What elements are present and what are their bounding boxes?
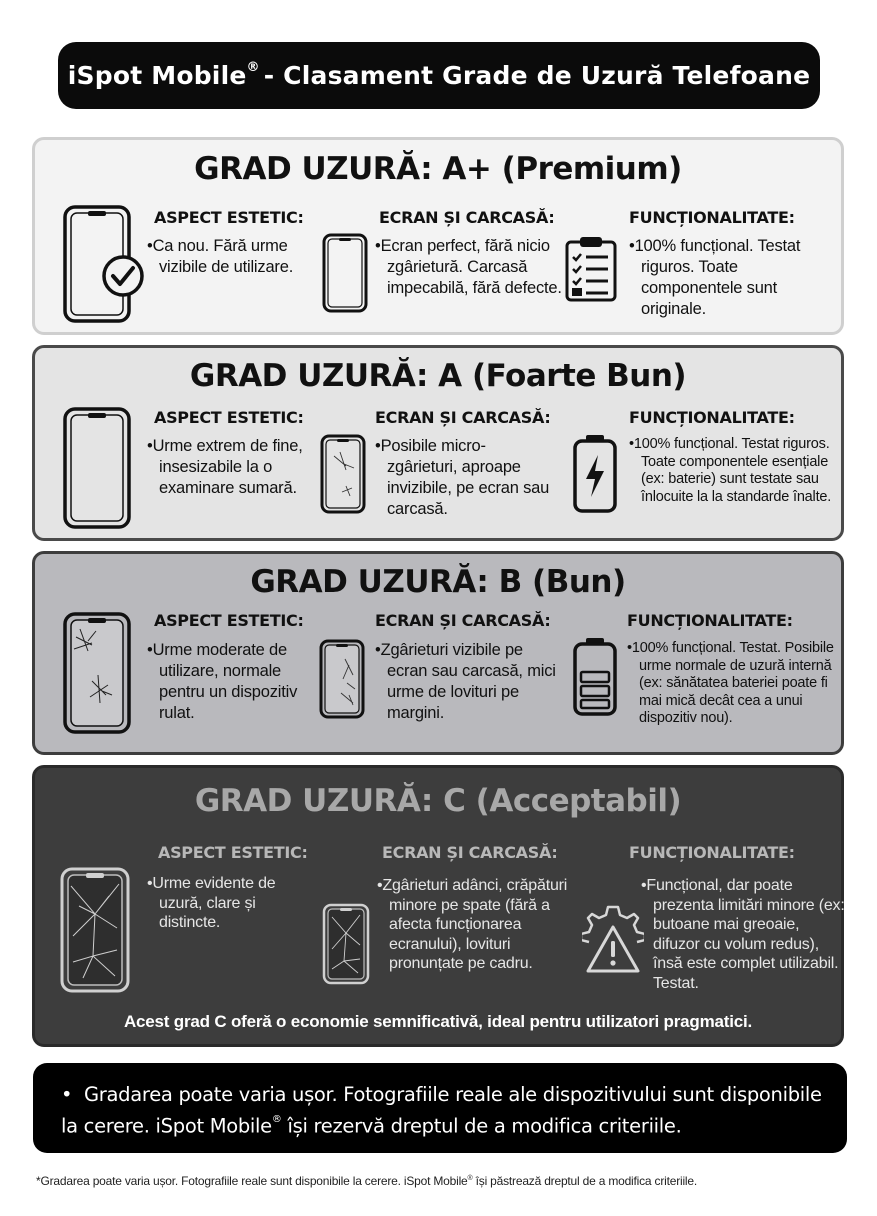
grade-title: GRAD UZURĂ: A+ (Premium) bbox=[194, 151, 682, 187]
note-text-end: își rezervă dreptul de a modifica criteriile. bbox=[281, 1114, 682, 1138]
function-text: • 100% funcțional. Testat riguros. Toate componentele esențiale (ex: baterie) sunt testate sau înlocuite la la standarde înalte. bbox=[629, 436, 839, 506]
disclaimer-note bbox=[33, 1063, 847, 1153]
page-title bbox=[58, 42, 820, 109]
battery-charging-icon bbox=[572, 433, 618, 513]
battery-partial-icon bbox=[572, 636, 618, 716]
function-text: • 100% funcțional. Testat. Posibile urme normale de uzură internă (ex: sănătatea bateriei poate fi mai mică decât cea a unui dispozitiv nou). bbox=[627, 640, 837, 728]
screen-text: • Zgârieturi vizibile pe ecran sau carcasă, mici urme de lovituri pe margini. bbox=[375, 640, 560, 724]
screen-text: • Zgârieturi adânci, crăpături minore pe spate (fără a afecta funcționarea ecranului), lovituri pronunțate pe cadru. bbox=[377, 876, 577, 974]
footnote-text-end: își păstrează dreptul de a modifica criteriile. bbox=[472, 1174, 698, 1188]
phone-cracked-icon bbox=[59, 866, 131, 994]
function-heading: FUNCȚIONALITATE: bbox=[629, 208, 795, 227]
function-heading: FUNCȚIONALITATE: bbox=[629, 408, 795, 427]
phone-icon bbox=[62, 406, 132, 530]
function-text: • 100% funcțional. Testat riguros. Toate componentele sunt originale. bbox=[629, 236, 834, 320]
grade-panel-a-plus bbox=[32, 137, 844, 335]
aspect-heading: ASPECT ESTETIC: bbox=[158, 843, 308, 862]
grade-c-summary: Acest grad C oferă o economie semnificativă, ideal pentru utilizatori pragmatici. bbox=[123, 1012, 753, 1031]
footnote-text: *Gradarea poate varia ușor. Fotografiile reale sunt disponibile la cerere. iSpot Mobile bbox=[36, 1174, 468, 1188]
phone-scratched-icon bbox=[320, 434, 366, 514]
phone-scratched-icon bbox=[62, 611, 132, 735]
grade-title: GRAD UZURĂ: B (Bun) bbox=[250, 564, 626, 600]
screen-text: • Ecran perfect, fără nicio zgârietură. Carcasă impecabilă, fără defecte. bbox=[375, 236, 565, 299]
aspect-heading: ASPECT ESTETIC: bbox=[154, 408, 304, 427]
screen-heading: ECRAN ȘI CARCASĂ: bbox=[379, 208, 555, 227]
screen-heading: ECRAN ȘI CARCASĂ: bbox=[375, 408, 551, 427]
phone-cracked-icon bbox=[322, 903, 370, 985]
grade-title: GRAD UZURĂ: C (Acceptabil) bbox=[194, 783, 682, 819]
gear-warning-icon bbox=[582, 903, 644, 981]
title-brand: iSpot Mobile bbox=[67, 61, 247, 90]
title-registered-mark: ® bbox=[246, 60, 260, 75]
grade-title: GRAD UZURĂ: A (Foarte Bun) bbox=[189, 358, 687, 394]
aspect-heading: ASPECT ESTETIC: bbox=[154, 611, 304, 630]
aspect-text: • Urme moderate de utilizare, normale pentru un dispozitiv rulat. bbox=[147, 640, 312, 724]
title-text: - Clasament Grade de Uzură Telefoane bbox=[263, 61, 811, 90]
note-registered-mark: ® bbox=[271, 1114, 282, 1125]
note-text: Gradarea poate varia ușor. Fotografiile reale ale dispozitivului sunt disponibile la cerere. iSpot Mobile bbox=[61, 1083, 822, 1138]
function-heading: FUNCȚIONALITATE: bbox=[627, 611, 793, 630]
aspect-heading: ASPECT ESTETIC: bbox=[154, 208, 304, 227]
grade-panel-a bbox=[32, 345, 844, 541]
clipboard-checklist-icon bbox=[564, 235, 618, 303]
footnote-registered-mark: ® bbox=[467, 1175, 473, 1182]
footnote bbox=[36, 1174, 856, 1188]
phone-scratched-icon bbox=[319, 639, 365, 719]
grade-panel-c bbox=[32, 765, 844, 1047]
function-text: • Funcțional, dar poate prezenta limitări minore (ex: butoane mai greoaie, difuzor cu volum redus), însă este complet utilizabil. Testat. bbox=[641, 876, 845, 993]
phone-icon bbox=[322, 233, 368, 313]
screen-heading: ECRAN ȘI CARCASĂ: bbox=[382, 843, 558, 862]
aspect-text: • Urme extrem de fine, insesizabile la o examinare sumară. bbox=[147, 436, 307, 499]
aspect-text: • Ca nou. Fără urme vizibile de utilizare. bbox=[147, 236, 317, 278]
screen-heading: ECRAN ȘI CARCASĂ: bbox=[375, 611, 551, 630]
aspect-text: • Urme evidente de uzură, clare și distincte. bbox=[147, 874, 312, 933]
grade-panel-b bbox=[32, 551, 844, 755]
phone-check-icon bbox=[62, 204, 146, 326]
screen-text: • Posibile micro-zgârieturi, aproape invizibile, pe ecran sau carcasă. bbox=[375, 436, 550, 520]
note-bullet: • bbox=[61, 1083, 84, 1106]
function-heading: FUNCȚIONALITATE: bbox=[629, 843, 795, 862]
